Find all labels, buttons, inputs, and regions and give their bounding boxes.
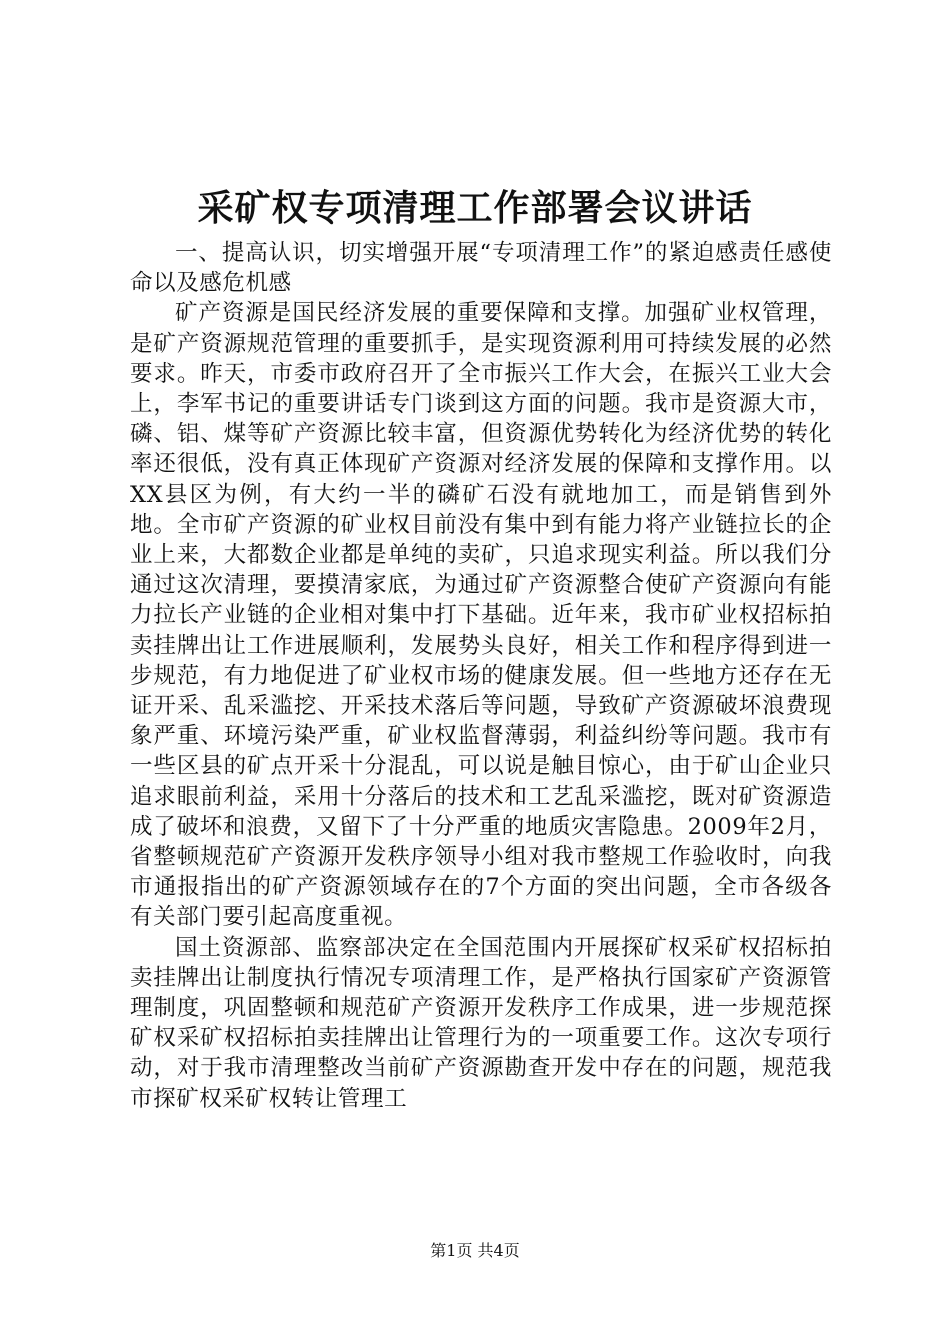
heading-paragraph: 一、提高认识，切实增强开展“专项清理工作”的紧迫感责任感使命以及感危机感	[130, 240, 832, 297]
body-paragraph: 国土资源部、监察部决定在全国范围内开展探矿权采矿权招标拍卖挂牌出让制度执行情况专项清理工作，是严格执行国家矿产资源管理制度，巩固整顿和规范矿产资源开发秩序工作成果，进一步规范探矿权采矿权招标拍卖挂牌出让管理行为的一项重要工作。这次专项行动，对于我市清理整改当前矿产资源勘查开发中存在的问题，规范我市探矿权采矿权转让管理工	[130, 934, 832, 1112]
document-title: 采矿权专项清理工作部署会议讲话	[197, 187, 753, 229]
body-paragraph: 矿产资源是国民经济发展的重要保障和支撑。加强矿业权管理，是矿产资源规范管理的重要抓手，是实现资源利用可持续发展的必然要求。昨天，市委市政府召开了全市振兴工作大会，在振兴工业大会上，李军书记的重要讲话专门谈到这方面的问题。我市是资源大市，磷、铝、煤等矿产资源比较丰富，但资源优势转化为经济优势的转化率还很低，没有真正体现矿产资源对经济发展的保障和支撑作用。以XX县区为例，有大约一半的磷矿石没有就地加工，而是销售到外地。全市矿产资源的矿业权目前没有集中到有能力将产业链拉长的企业上来，大都数企业都是单纯的卖矿，只追求现实利益。所以我们分通过这次清理，要摸清家底，为通过矿产资源整合使矿产资源向有能力拉长产业链的企业相对集中打下基础。近年来，我市矿业权招标拍卖挂牌出让工作进展顺利，发展势头良好，相关工作和程序得到进一步规范，有力地促进了矿业权市场的健康发展。但一些地方还存在无证开采、乱采滥挖、开采技术落后等问题，导致矿产资源破坏浪费现象严重、环境污染严重，矿业权监督薄弱，利益纠纷等问题。我市有一些区县的矿点开采十分混乱，可以说是触目惊心，由于矿山企业只追求眼前利益，采用十分落后的技术和工艺乱采滥挖，既对矿资源造成了破坏和浪费，又留下了十分严重的地质灾害隐患。2009年2月，省整顿规范矿产资源开发秩序领导小组对我市整规工作验收时，向我市通报指出的矿产资源领域存在的7个方面的突出问题，全市各级各有关部门要引起高度重视。	[130, 300, 832, 931]
document-body	[130, 238, 832, 1114]
page-footer: 第1页 共4页	[430, 1241, 520, 1260]
